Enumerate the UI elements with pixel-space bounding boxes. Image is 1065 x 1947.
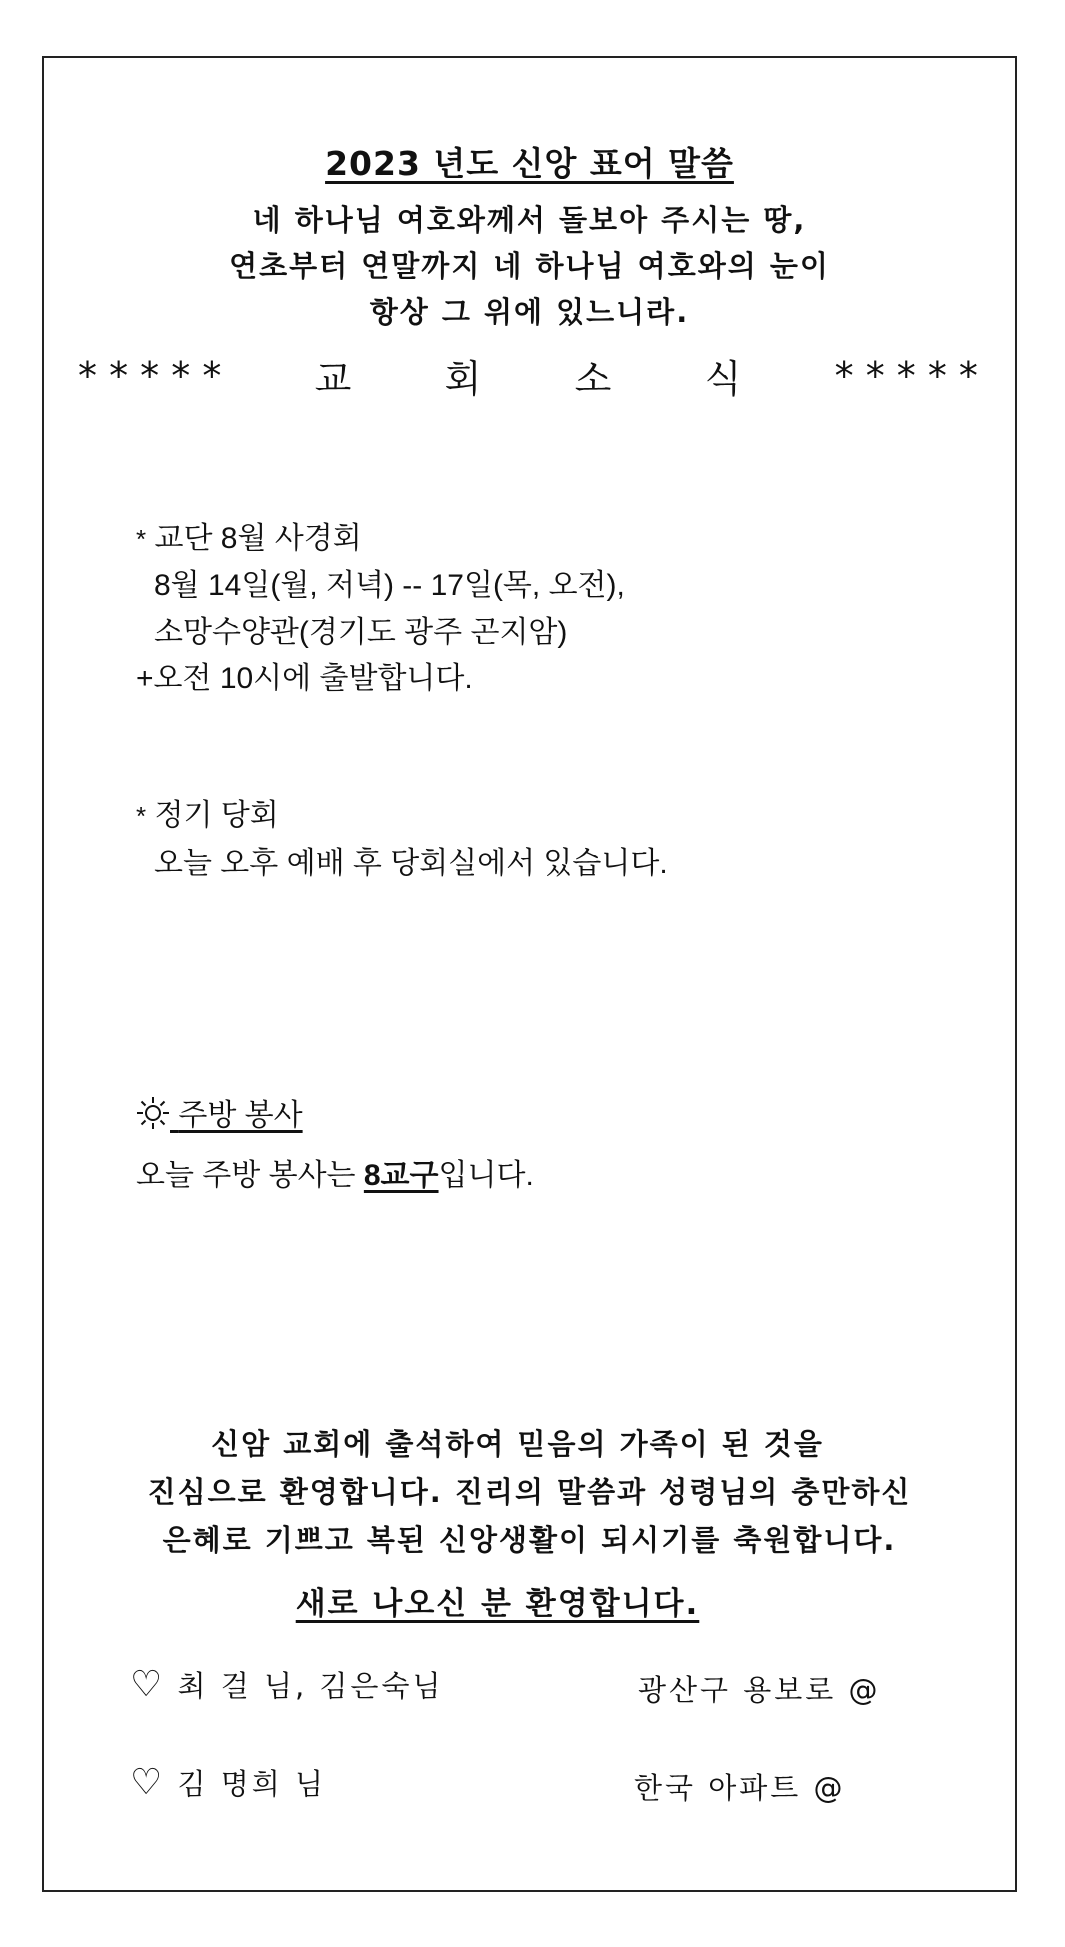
kitchen-district: 8교구: [363, 1159, 439, 1192]
motto-verse-line-3: 항상 그 위에 있느니라.: [369, 295, 690, 329]
member-row-2: [130, 1762, 326, 1803]
member-1-address: 광산구 용보로 @: [638, 1673, 881, 1707]
header-char-1: 교: [314, 357, 352, 401]
kitchen-text-after: 입니다.: [438, 1159, 534, 1192]
kitchen-title-row: [136, 1090, 303, 1134]
news-item-1-line-3: +오전 10시에 출발합니다.: [136, 662, 473, 695]
motto-verse-line-2: 연초부터 연말까지 네 하나님 여호와의 눈이: [229, 249, 830, 283]
header-char-2: 회: [444, 357, 482, 401]
kitchen-text-row: [136, 1150, 534, 1194]
news-item-1-title: 교단 8월 사경회: [154, 522, 362, 555]
news-item-2-line-1: 오늘 오후 예배 후 당회실에서 있습니다.: [154, 847, 668, 880]
stars-left: * * * * *: [78, 353, 222, 398]
news-item-2-title-row: [136, 790, 279, 834]
header-char-3: 소: [574, 357, 612, 401]
news-item-2-title: 정기 당회: [154, 799, 279, 832]
news-item-1-marker: *: [136, 524, 147, 554]
stars-right: * * * * *: [834, 353, 978, 398]
news-item-2-marker: *: [136, 801, 147, 831]
kitchen-title: 주방 봉사: [178, 1099, 303, 1132]
church-news-header: [78, 348, 978, 403]
member-2-address: 한국 아파트 @: [634, 1771, 846, 1805]
member-2-name: 김 명희 님: [177, 1767, 326, 1801]
heart-icon: ♡: [130, 1762, 166, 1803]
welcome-line-3: 은혜로 기쁘고 복된 신앙생활이 되시기를 축원합니다.: [162, 1523, 897, 1557]
news-item-1-title-row: [136, 513, 362, 557]
news-item-1-line-1: 8월 14일(월, 저녁) -- 17일(목, 오전),: [154, 569, 625, 602]
welcome-line-2: 진심으로 환영합니다. 진리의 말씀과 성령님의 충만하신: [147, 1475, 912, 1509]
member-row-1: [130, 1664, 443, 1705]
sun-icon: [136, 1096, 170, 1130]
member-1-name: 최 걸 님, 김은숙님: [177, 1669, 444, 1703]
heart-icon: ♡: [130, 1664, 166, 1705]
welcome-line-1: 신암 교회에 출석하여 믿음의 가족이 된 것을: [211, 1427, 824, 1461]
header-char-4: 식: [704, 357, 742, 401]
welcome-title: 새로 나오신 분 환영합니다.: [295, 1586, 700, 1622]
motto-verse-line-1: 네 하나님 여호와께서 돌보아 주시는 땅,: [252, 203, 807, 237]
kitchen-text-before: 오늘 주방 봉사는: [136, 1159, 364, 1192]
motto-title: 2023 년도 신앙 표어 말씀: [325, 144, 734, 183]
news-item-1-line-2: 소망수양관(경기도 광주 곤지암): [154, 616, 568, 649]
